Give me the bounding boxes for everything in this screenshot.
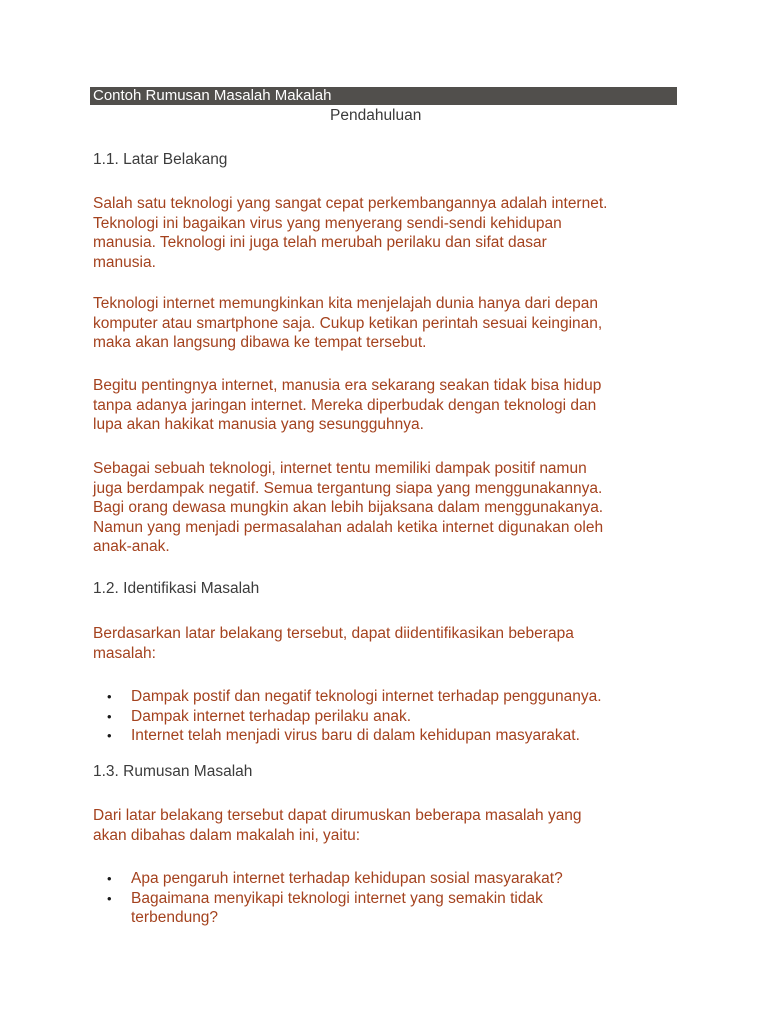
- paragraph-line: Namun yang menjadi permasalahan adalah ketika internet digunakan oleh: [93, 518, 604, 536]
- bullet-icon: •: [107, 871, 112, 886]
- paragraph-line: komputer atau smartphone saja. Cukup ketikan perintah sesuai keinginan,: [93, 314, 603, 332]
- bullet-icon: •: [107, 728, 112, 743]
- list-item-text: Dampak postif dan negatif teknologi internet terhadap penggunanya.: [131, 688, 602, 705]
- list-item: [93, 889, 693, 928]
- list-item-text: Dampak internet terhadap perilaku anak.: [131, 707, 412, 725]
- section-title-pendahuluan: Pendahuluan: [330, 107, 422, 124]
- paragraph-line: Berdasarkan latar belakang tersebut, dapat diidentifikasikan beberapa: [93, 625, 574, 642]
- paragraph-latar-3: [93, 376, 693, 435]
- paragraph-line: manusia. Teknologi ini juga telah merubah perilaku dan sifat dasar: [93, 234, 547, 251]
- paragraph-line: Bagi orang dewasa mungkin akan lebih bijaksana dalam menggunakanya.: [93, 499, 604, 516]
- paragraph-line: juga berdampak negatif. Semua tergantung siapa yang menggunakannya.: [93, 479, 603, 497]
- paragraph-line: masalah:: [93, 644, 156, 662]
- paragraph-line: maka akan langsung dibawa ke tempat tersebut.: [93, 334, 427, 351]
- paragraph-latar-4: [93, 459, 693, 557]
- list-item: [93, 687, 693, 707]
- heading-rumusan-masalah: 1.3. Rumusan Masalah: [93, 763, 253, 780]
- paragraph-latar-2: [93, 294, 693, 353]
- list-item: [93, 869, 693, 889]
- paragraph-line: Teknologi internet memungkinkan kita menjelajah dunia hanya dari depan: [93, 295, 598, 312]
- paragraph-identifikasi-intro: [93, 624, 693, 663]
- identifikasi-bullet-list: [93, 687, 693, 746]
- paragraph-line: manusia.: [93, 253, 156, 271]
- rumusan-bullet-list: [93, 869, 693, 928]
- bullet-icon: •: [107, 689, 112, 704]
- paragraph-line: anak-anak.: [93, 538, 170, 555]
- paragraph-rumusan-intro: [93, 806, 693, 845]
- paragraph-line: Dari latar belakang tersebut dapat dirumuskan beberapa masalah yang: [93, 807, 582, 824]
- paragraph-line: akan dibahas dalam makalah ini, yaitu:: [93, 826, 361, 844]
- paragraph-latar-1: [93, 194, 693, 272]
- list-item-text: Bagaimana menyikapi teknologi internet yang semakin tidak: [131, 889, 543, 907]
- list-item-text: Internet telah menjadi virus baru di dalam kehidupan masyarakat.: [131, 727, 580, 744]
- list-item: [93, 726, 693, 746]
- paragraph-line: Sebagai sebuah teknologi, internet tentu memiliki dampak positif namun: [93, 460, 587, 477]
- list-item: [93, 707, 693, 727]
- paragraph-line: Begitu pentingnya internet, manusia era sekarang seakan tidak bisa hidup: [93, 377, 602, 394]
- paragraph-line: tanpa adanya jaringan internet. Mereka diperbudak dengan teknologi dan: [93, 396, 597, 414]
- bullet-icon: •: [107, 890, 112, 906]
- heading-identifikasi-masalah: 1.2. Identifikasi Masalah: [93, 580, 260, 597]
- paragraph-line: Teknologi ini bagaikan virus yang menyerang sendi-sendi kehidupan: [93, 214, 562, 232]
- document-title-bar: Contoh Rumusan Masalah Makalah: [90, 87, 677, 105]
- list-item-text: terbendung?: [131, 909, 219, 926]
- paragraph-line: Salah satu teknologi yang sangat cepat perkembangannya adalah internet.: [93, 195, 608, 212]
- paragraph-line: lupa akan hakikat manusia yang sesungguhnya.: [93, 416, 424, 433]
- heading-latar-belakang: 1.1. Latar Belakang: [93, 151, 228, 168]
- list-item-text: Apa pengaruh internet terhadap kehidupan sosial masyarakat?: [131, 870, 563, 887]
- bullet-icon: •: [107, 708, 112, 724]
